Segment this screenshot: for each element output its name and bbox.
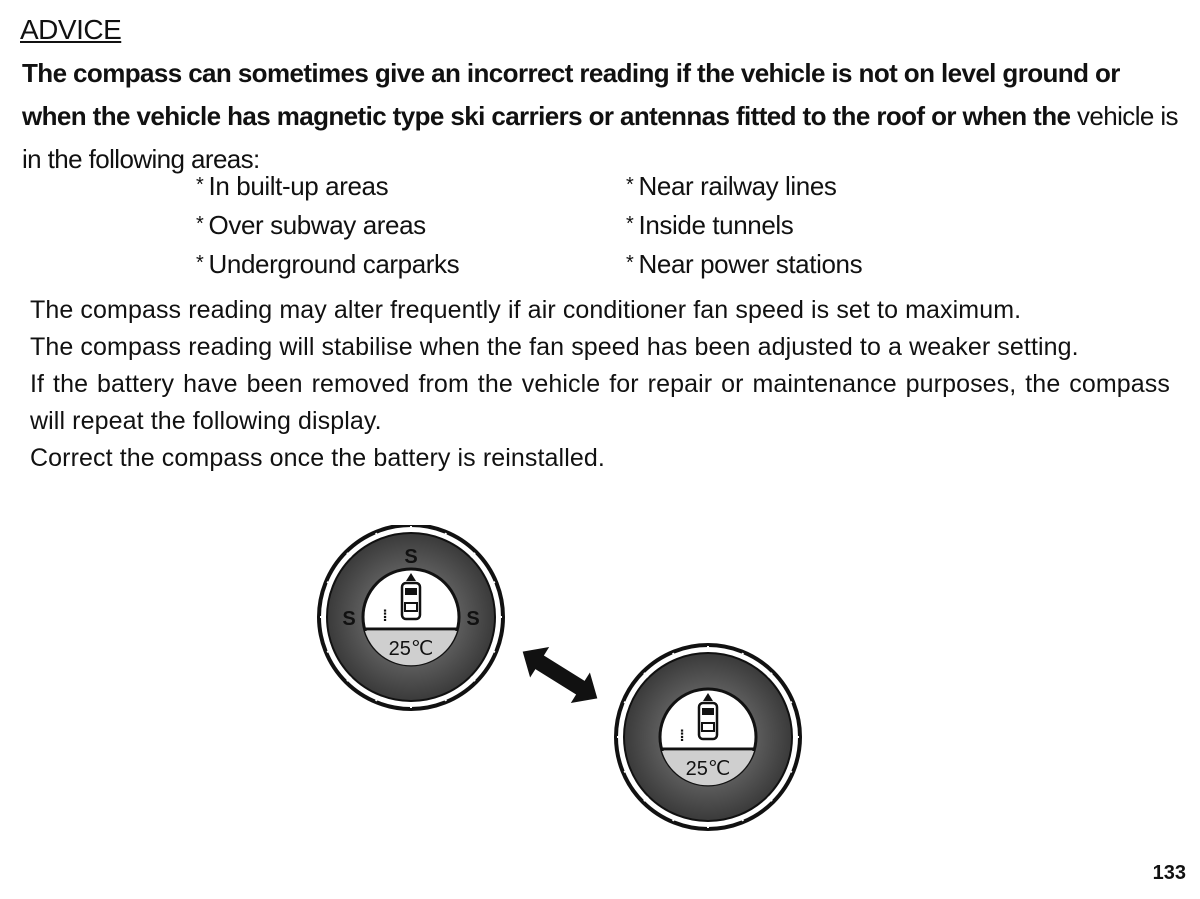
intro-text: The compass can sometimes give an incorrect reading if the vehicle is not on level ground or when the vehicle has magnetic type ski carriers or antennas fitted to the roof or when the [22, 58, 1120, 131]
double-arrow-icon [513, 636, 607, 713]
direction-letter: S [466, 608, 480, 630]
battery-note: If the battery have been removed from the vehicle for repair or maintenance purposes, the compass will repeat the following display. [30, 370, 1170, 435]
compass-display-illustration [300, 525, 820, 845]
area-item: * Over subway areas [196, 207, 626, 242]
intro-paragraph [22, 52, 1182, 181]
stabilise-note: The compass reading will stabilise when the fan speed has been adjusted to a weaker setting. [30, 333, 1079, 361]
bearing-indicator: ⁞ [679, 728, 685, 745]
page-number: 133 [1152, 862, 1186, 884]
area-item: * Inside tunnels [626, 207, 1026, 242]
area-item: * In built-up areas [196, 168, 626, 203]
direction-letter: S [342, 608, 356, 630]
direction-letter: S [404, 546, 418, 568]
car-icon [699, 703, 717, 739]
car-icon [402, 583, 420, 619]
intro-text-tail: vehicle is in the following areas: [22, 101, 1178, 174]
bearing-indicator: ⁞ [382, 608, 388, 625]
area-item: * Underground carparks [196, 246, 626, 281]
compass-display-right [616, 645, 800, 829]
area-item: * Near railway lines [626, 168, 1026, 203]
compass-display-left [319, 525, 503, 709]
temperature-readout: 25℃ [685, 758, 731, 780]
fan-speed-note: The compass reading may alter frequently if air conditioner fan speed is set to maximum. [30, 296, 1022, 324]
area-item: * Near power stations [626, 246, 1026, 281]
advice-heading: ADVICE [20, 14, 122, 45]
temperature-readout: 25℃ [388, 638, 434, 660]
correct-note: Correct the compass once the battery is reinstalled. [30, 444, 605, 472]
body-paragraphs [30, 292, 1170, 477]
area-list [196, 168, 1026, 281]
